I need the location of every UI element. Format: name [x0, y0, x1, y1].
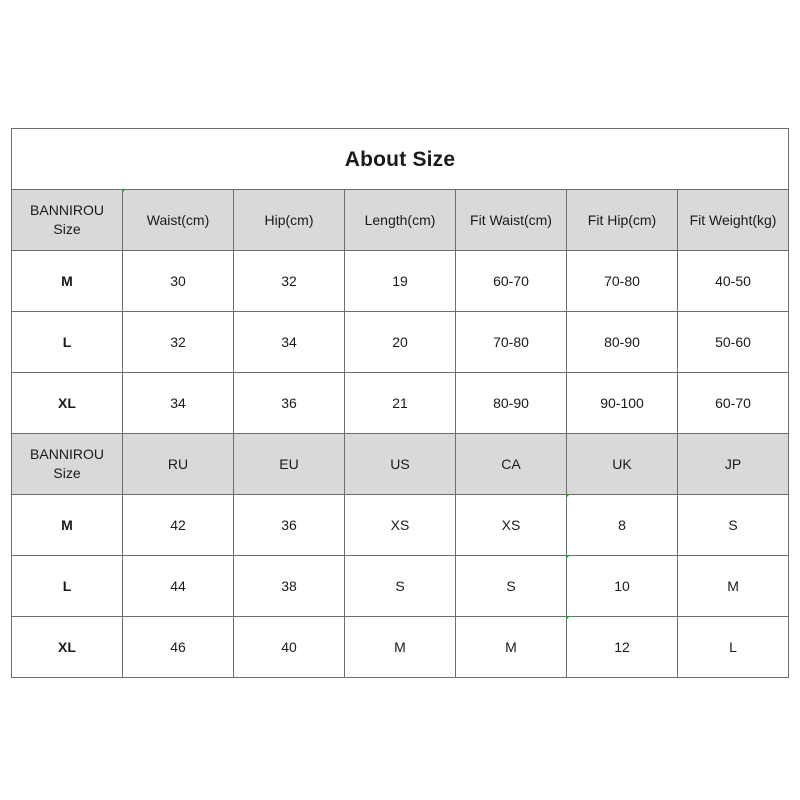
conversion-cell: 38 — [234, 556, 345, 617]
conversion-cell: 40 — [234, 617, 345, 678]
measurements-header-cell: Length(cm) — [345, 190, 456, 251]
conversion-header-cell: UK — [567, 434, 678, 495]
conversion-header-cell: RU — [123, 434, 234, 495]
measurements-header-cell: Fit Hip(cm) — [567, 190, 678, 251]
conversion-cell: 46 — [123, 617, 234, 678]
measurements-cell: 32 — [234, 251, 345, 312]
measurements-cell: 32 — [123, 312, 234, 373]
measurements-size-label: L — [12, 312, 123, 373]
conversion-size-label: XL — [12, 617, 123, 678]
measurements-cell: 40-50 — [678, 251, 789, 312]
measurements-cell: 80-90 — [456, 373, 567, 434]
conversion-header-cell: BANNIROU Size — [12, 434, 123, 495]
measurements-cell: 21 — [345, 373, 456, 434]
measurements-header-cell: Fit Weight(kg) — [678, 190, 789, 251]
conversion-cell: M — [456, 617, 567, 678]
conversion-cell: 10 — [567, 556, 678, 617]
conversion-header-cell: EU — [234, 434, 345, 495]
measurements-header-cell: Fit Waist(cm) — [456, 190, 567, 251]
conversion-cell: 36 — [234, 495, 345, 556]
conversion-cell: XS — [456, 495, 567, 556]
conversion-size-label: M — [12, 495, 123, 556]
measurements-size-label: XL — [12, 373, 123, 434]
table-row — [12, 373, 789, 434]
conversion-cell: S — [456, 556, 567, 617]
conversion-cell: S — [345, 556, 456, 617]
measurements-cell: 30 — [123, 251, 234, 312]
conversion-cell: L — [678, 617, 789, 678]
conversion-header-row — [12, 434, 789, 495]
measurements-header-row — [12, 190, 789, 251]
table-row — [12, 495, 789, 556]
conversion-cell: M — [345, 617, 456, 678]
corner-mark-decoration — [122, 189, 126, 193]
measurements-size-label: M — [12, 251, 123, 312]
size-chart-table — [11, 128, 789, 678]
conversion-size-label: L — [12, 556, 123, 617]
measurements-cell: 90-100 — [567, 373, 678, 434]
conversion-cell: 42 — [123, 495, 234, 556]
table-row — [12, 251, 789, 312]
measurements-cell: 20 — [345, 312, 456, 373]
title-row — [12, 129, 789, 190]
conversion-cell: S — [678, 495, 789, 556]
measurements-cell: 50-60 — [678, 312, 789, 373]
conversion-cell: 44 — [123, 556, 234, 617]
conversion-header-cell: CA — [456, 434, 567, 495]
corner-mark-decoration — [566, 555, 570, 559]
corner-mark-decoration — [566, 616, 570, 620]
measurements-cell: 34 — [123, 373, 234, 434]
measurements-cell: 60-70 — [456, 251, 567, 312]
conversion-header-cell: US — [345, 434, 456, 495]
corner-mark-decoration — [566, 494, 570, 498]
measurements-header-cell: Waist(cm) — [123, 190, 234, 251]
conversion-cell: M — [678, 556, 789, 617]
measurements-cell: 19 — [345, 251, 456, 312]
measurements-cell: 70-80 — [456, 312, 567, 373]
table-row — [12, 312, 789, 373]
page-title: About Size — [12, 129, 789, 190]
measurements-cell: 36 — [234, 373, 345, 434]
conversion-cell: 12 — [567, 617, 678, 678]
conversion-cell: XS — [345, 495, 456, 556]
table-row — [12, 556, 789, 617]
measurements-header-cell: BANNIROU Size — [12, 190, 123, 251]
measurements-cell: 34 — [234, 312, 345, 373]
measurements-cell: 80-90 — [567, 312, 678, 373]
measurements-header-cell: Hip(cm) — [234, 190, 345, 251]
conversion-header-cell: JP — [678, 434, 789, 495]
measurements-cell: 70-80 — [567, 251, 678, 312]
table-row — [12, 617, 789, 678]
measurements-cell: 60-70 — [678, 373, 789, 434]
conversion-cell: 8 — [567, 495, 678, 556]
